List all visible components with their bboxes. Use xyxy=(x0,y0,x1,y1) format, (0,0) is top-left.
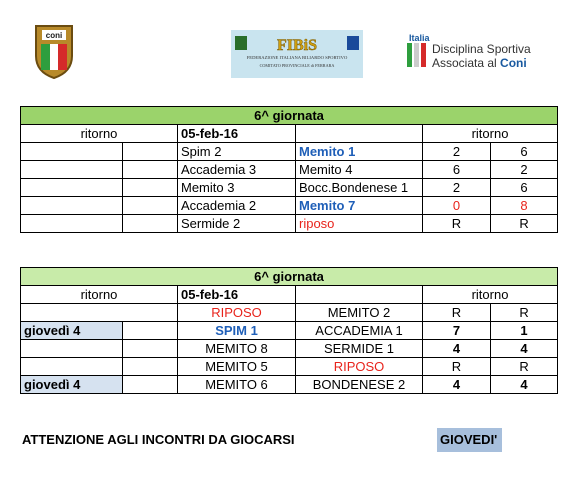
table-row xyxy=(21,376,558,394)
home-team: MEMITO 8 xyxy=(178,340,296,358)
table1-date: 05-feb-16 xyxy=(178,125,296,143)
table-row xyxy=(21,179,558,197)
attention-notice: ATTENZIONE AGLI INCONTRI DA GIOCARSI xyxy=(22,432,295,447)
away-team: riposo xyxy=(296,215,423,233)
table2-date: 05-feb-16 xyxy=(178,286,296,304)
home-team: Spim 2 xyxy=(178,143,296,161)
table2-title-row xyxy=(21,268,558,286)
score-home: 2 xyxy=(423,179,491,197)
dsa-logo xyxy=(405,33,565,71)
table-row xyxy=(21,215,558,233)
score-home: 4 xyxy=(423,376,491,394)
day-highlight: GIOVEDI' xyxy=(437,428,502,452)
table2-left-header: ritorno xyxy=(21,286,178,304)
fibis-line1: FEDERAZIONE ITALIANA BILIARDO SPORTIVO xyxy=(246,55,348,60)
table2-title: 6^ giornata xyxy=(21,268,558,286)
table-row xyxy=(21,304,558,322)
score-home: R xyxy=(423,215,491,233)
table1-left-header: ritorno xyxy=(21,125,178,143)
home-team: Memito 3 xyxy=(178,179,296,197)
dsa-line2: Associata al xyxy=(432,56,501,70)
score-home: R xyxy=(423,358,491,376)
table1-title: 6^ giornata xyxy=(21,107,558,125)
svg-text:Associata al Coni xyxy=(432,56,527,70)
row-note xyxy=(21,358,123,376)
away-team: RIPOSO xyxy=(296,358,423,376)
score-away: R xyxy=(491,304,558,322)
home-team: Accademia 3 xyxy=(178,161,296,179)
home-team: Accademia 2 xyxy=(178,197,296,215)
table1-title-row xyxy=(21,107,558,125)
score-home: 6 xyxy=(423,161,491,179)
table1-header-row xyxy=(21,125,558,143)
away-team: BONDENESE 2 xyxy=(296,376,423,394)
score-home: R xyxy=(423,304,491,322)
away-team: Memito 1 xyxy=(296,143,423,161)
score-away: 4 xyxy=(491,340,558,358)
table2-header-row xyxy=(21,286,558,304)
fibis-line2: COMITATO PROVINCIALE di FERRARA xyxy=(259,63,335,68)
score-away: 8 xyxy=(491,197,558,215)
table-row xyxy=(21,358,558,376)
table-row xyxy=(21,161,558,179)
away-team: Memito 4 xyxy=(296,161,423,179)
dsa-italia: Italia xyxy=(409,33,430,43)
svg-text:FIBiS: FIBiS xyxy=(276,37,318,54)
table-row xyxy=(21,322,558,340)
schedule-table-2 xyxy=(20,267,558,394)
schedule-table-1 xyxy=(20,106,558,233)
row-note xyxy=(21,304,178,322)
coni-logo xyxy=(32,22,76,80)
home-team: SPIM 1 xyxy=(178,322,296,340)
home-team: RIPOSO xyxy=(178,304,296,322)
table2-right-header: ritorno xyxy=(423,286,558,304)
svg-text:coni: coni xyxy=(45,31,63,40)
away-team: MEMITO 2 xyxy=(296,304,423,322)
table1-right-header: ritorno xyxy=(423,125,558,143)
table-row xyxy=(21,197,558,215)
score-home: 4 xyxy=(423,340,491,358)
score-away: 6 xyxy=(491,179,558,197)
home-team: Sermide 2 xyxy=(178,215,296,233)
dsa-coni: Coni xyxy=(500,56,527,70)
score-away: 4 xyxy=(491,376,558,394)
score-away: 1 xyxy=(491,322,558,340)
score-away: 2 xyxy=(491,161,558,179)
dsa-line1: Disciplina Sportiva xyxy=(432,42,531,56)
row-note: giovedì 4 xyxy=(21,376,123,394)
row-note: giovedì 4 xyxy=(21,322,123,340)
score-away: R xyxy=(491,215,558,233)
away-team: Bocc.Bondenese 1 xyxy=(296,179,423,197)
score-home: 2 xyxy=(423,143,491,161)
table-row xyxy=(21,143,558,161)
score-home: 0 xyxy=(423,197,491,215)
score-away: R xyxy=(491,358,558,376)
away-team: ACCADEMIA 1 xyxy=(296,322,423,340)
row-note xyxy=(21,340,123,358)
away-team: Memito 7 xyxy=(296,197,423,215)
away-team: SERMIDE 1 xyxy=(296,340,423,358)
home-team: MEMITO 6 xyxy=(178,376,296,394)
fibis-logo xyxy=(231,30,363,78)
table-row xyxy=(21,340,558,358)
score-away: 6 xyxy=(491,143,558,161)
score-home: 7 xyxy=(423,322,491,340)
home-team: MEMITO 5 xyxy=(178,358,296,376)
